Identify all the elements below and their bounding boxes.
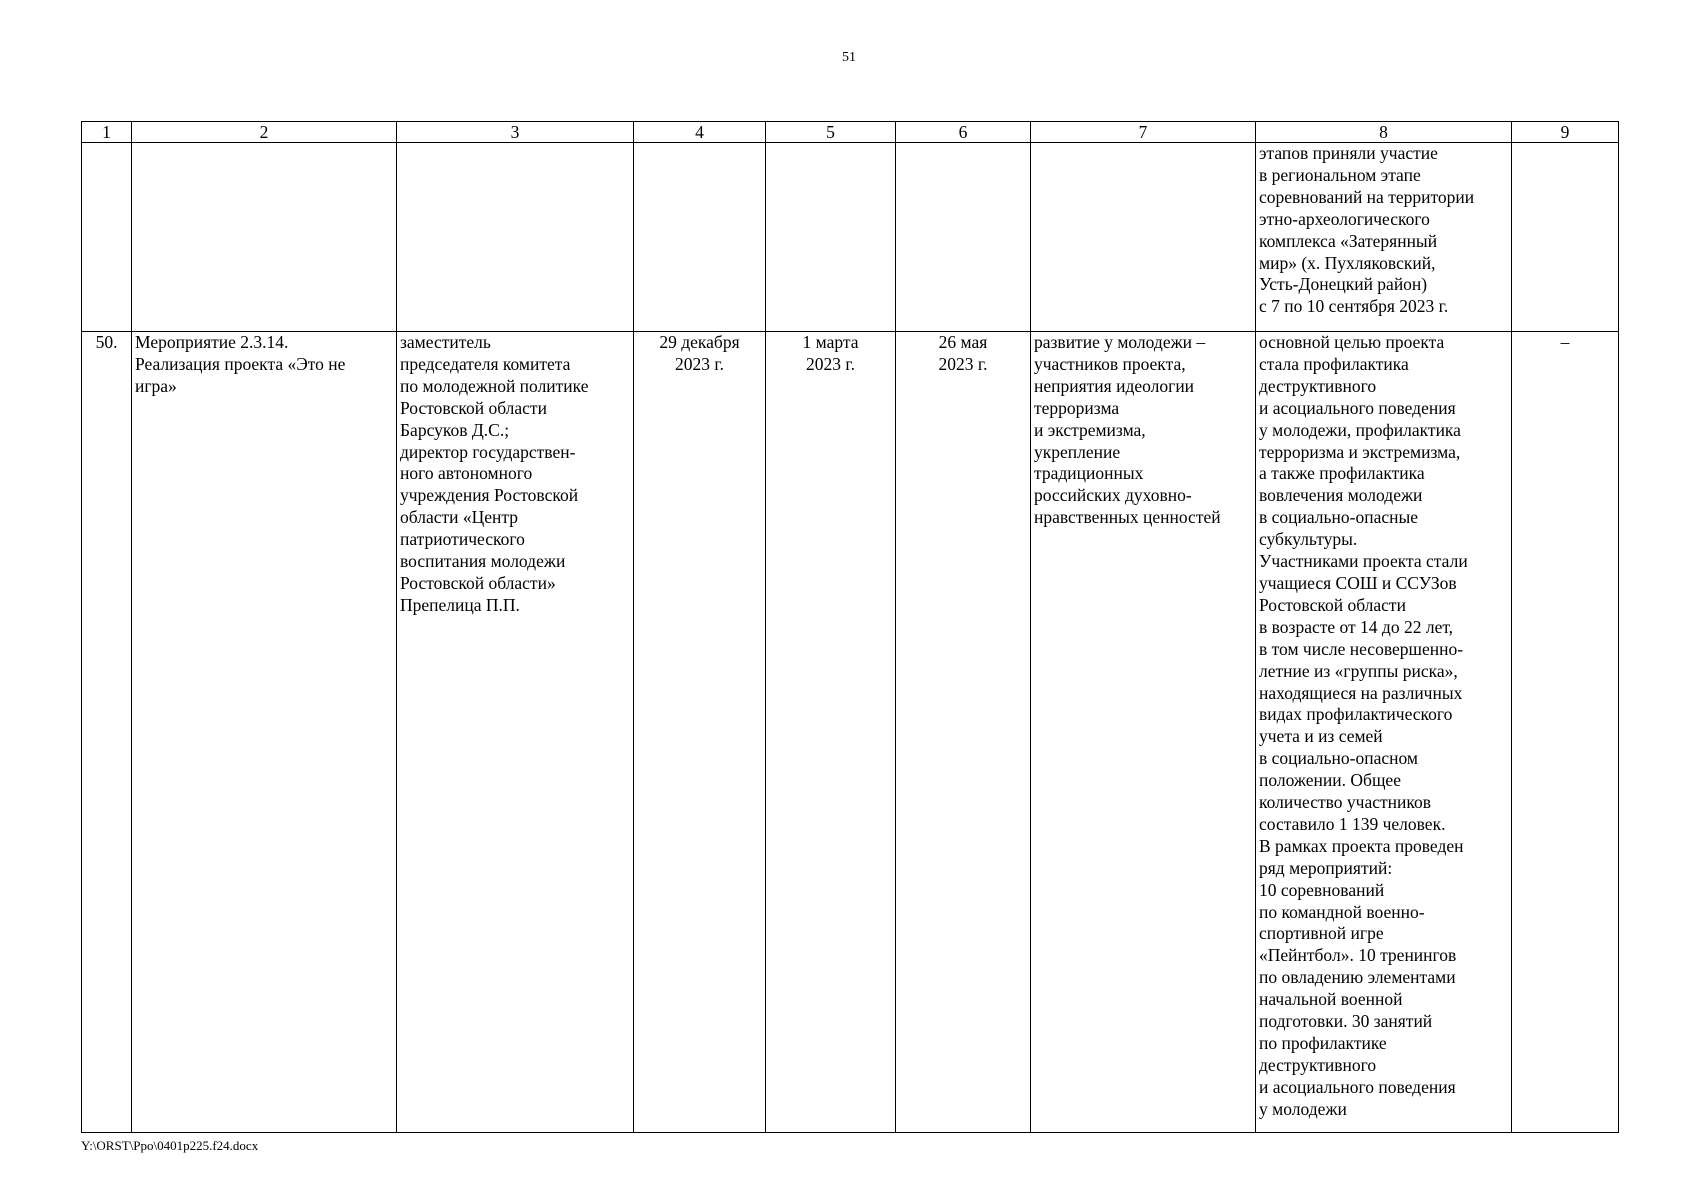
table-row: [82, 332, 1619, 1133]
text-line: заместитель: [400, 332, 491, 352]
text-line: и асоциального поведения: [1259, 397, 1456, 418]
text-line: по профилактике: [1259, 1033, 1387, 1053]
event-name-cell: [132, 332, 397, 1133]
footer-file-path: Y:\ORST\Ppo\0401p225.f24.docx: [81, 1138, 259, 1153]
text-line: председателя комитета: [400, 353, 571, 374]
text-line: деструктивного: [1259, 375, 1377, 396]
text-line: в социально-опасном: [1259, 748, 1418, 769]
end-date-cell: [896, 332, 1031, 1133]
row-number: 50.: [82, 332, 132, 1133]
column-number: 9: [1512, 122, 1619, 143]
empty-cell: [132, 143, 397, 332]
text-line: терроризма и экстремизма,: [1259, 441, 1461, 462]
plan-date-cell: [634, 332, 766, 1133]
empty-cell: [634, 143, 766, 332]
text-line: Ростовской области»: [400, 572, 556, 593]
text-line: подготовки. 30 занятий: [1259, 1011, 1433, 1032]
empty-cell: [1512, 143, 1619, 332]
text-line: в региональном этапе: [1259, 164, 1421, 185]
note-cell: –: [1512, 332, 1619, 1133]
continued-result-cell: [1256, 143, 1512, 332]
text-line: Ростовской области: [1259, 594, 1406, 615]
column-number: 7: [1031, 122, 1256, 143]
text-line: деструктивного: [1259, 1054, 1377, 1075]
page-number: 51: [842, 50, 856, 65]
column-number: 6: [896, 122, 1031, 143]
text-line: этно-археологического: [1259, 208, 1430, 229]
text-line: В рамках проекта проведен: [1259, 835, 1464, 856]
text-line: начальной военной: [1259, 989, 1403, 1010]
expected-result-cell: [1031, 332, 1256, 1133]
text-line: 2023 г.: [806, 353, 855, 374]
text-line: учета и из семей: [1259, 726, 1383, 747]
text-line: области «Центр: [400, 507, 519, 528]
text-line: у молодежи: [1259, 1098, 1347, 1119]
text-line: спортивной игре: [1259, 923, 1384, 944]
text-line: летние из «группы риска»,: [1259, 660, 1458, 681]
empty-cell: [397, 143, 634, 332]
text-line: соревнований на территории: [1259, 186, 1475, 207]
column-number: 1: [82, 122, 132, 143]
text-line: Мероприятие 2.3.14.: [135, 332, 289, 352]
text-line: субкультуры.: [1259, 529, 1358, 550]
text-line: «Пейнтбол». 10 тренингов: [1259, 945, 1457, 966]
text-line: в том числе несовершенно-: [1259, 638, 1464, 659]
text-line: 1 марта: [802, 332, 859, 352]
text-line: директор государствен-: [400, 441, 576, 462]
text-line: Ростовской области: [400, 397, 547, 418]
text-line: укрепление: [1034, 441, 1121, 462]
text-line: и асоциального поведения: [1259, 1076, 1456, 1097]
text-line: воспитания молодежи: [400, 551, 566, 572]
actual-result-cell: [1256, 332, 1512, 1133]
text-line: мир» (х. Пухляковский,: [1259, 252, 1436, 273]
text-line: в возрасте от 14 до 22 лет,: [1259, 616, 1454, 637]
text-line: 10 соревнований: [1259, 879, 1385, 900]
text-line: положении. Общее: [1259, 770, 1401, 791]
text-line: Барсуков Д.С.;: [400, 419, 510, 440]
text-line: по овладению элементами: [1259, 967, 1456, 988]
text-line: составило 1 139 человек.: [1259, 813, 1446, 834]
text-line: по молодежной политике: [400, 375, 589, 396]
text-line: учащиеся СОШ и ССУЗов: [1259, 572, 1457, 593]
text-line: ного автономного: [400, 463, 533, 484]
column-number: 2: [132, 122, 397, 143]
text-line: игра»: [135, 375, 177, 396]
column-number: 4: [634, 122, 766, 143]
text-line: находящиеся на различных: [1259, 682, 1463, 703]
text-line: ряд мероприятий:: [1259, 857, 1393, 878]
text-line: традиционных: [1034, 463, 1144, 484]
text-line: развитие у молодежи –: [1034, 332, 1206, 352]
text-line: в социально-опасные: [1259, 507, 1419, 528]
text-line: с 7 по 10 сентября 2023 г.: [1259, 296, 1449, 317]
text-line: Препелица П.П.: [400, 594, 520, 615]
text-line: 26 мая: [938, 332, 988, 352]
text-line: Реализация проекта «Это не: [135, 353, 346, 374]
text-line: видах профилактического: [1259, 704, 1453, 725]
column-number-row: [82, 122, 1619, 143]
empty-cell: [896, 143, 1031, 332]
empty-cell: [1031, 143, 1256, 332]
empty-cell: [766, 143, 896, 332]
start-date-cell: [766, 332, 896, 1133]
text-line: 2023 г.: [938, 353, 988, 374]
text-line: нравственных ценностей: [1034, 507, 1221, 528]
text-line: российских духовно-: [1034, 485, 1192, 506]
column-number: 3: [397, 122, 634, 143]
column-number: 5: [766, 122, 896, 143]
text-line: 2023 г.: [675, 353, 724, 374]
text-line: этапов приняли участие: [1259, 143, 1438, 163]
empty-cell: [82, 143, 132, 332]
report-table: [81, 121, 1619, 1133]
text-line: по командной военно-: [1259, 901, 1425, 922]
text-line: вовлечения молодежи: [1259, 485, 1423, 506]
text-line: учреждения Ростовской: [400, 485, 579, 506]
column-number: 8: [1256, 122, 1512, 143]
text-line: и экстремизма,: [1034, 419, 1146, 440]
text-line: неприятия идеологии: [1034, 375, 1195, 396]
text-line: Участниками проекта стали: [1259, 551, 1468, 572]
text-line: у молодежи, профилактика: [1259, 419, 1461, 440]
text-line: 29 декабря: [659, 332, 740, 352]
continued-row: [82, 143, 1619, 332]
text-line: основной целью проекта: [1259, 332, 1445, 352]
text-line: участников проекта,: [1034, 353, 1186, 374]
text-line: комплекса «Затерянный: [1259, 230, 1438, 251]
text-line: патриотического: [400, 529, 525, 550]
responsible-cell: [397, 332, 634, 1133]
text-line: Усть-Донецкий район): [1259, 274, 1428, 295]
text-line: терроризма: [1034, 397, 1120, 418]
text-line: стала профилактика: [1259, 353, 1409, 374]
text-line: количество участников: [1259, 792, 1432, 813]
text-line: а также профилактика: [1259, 463, 1425, 484]
